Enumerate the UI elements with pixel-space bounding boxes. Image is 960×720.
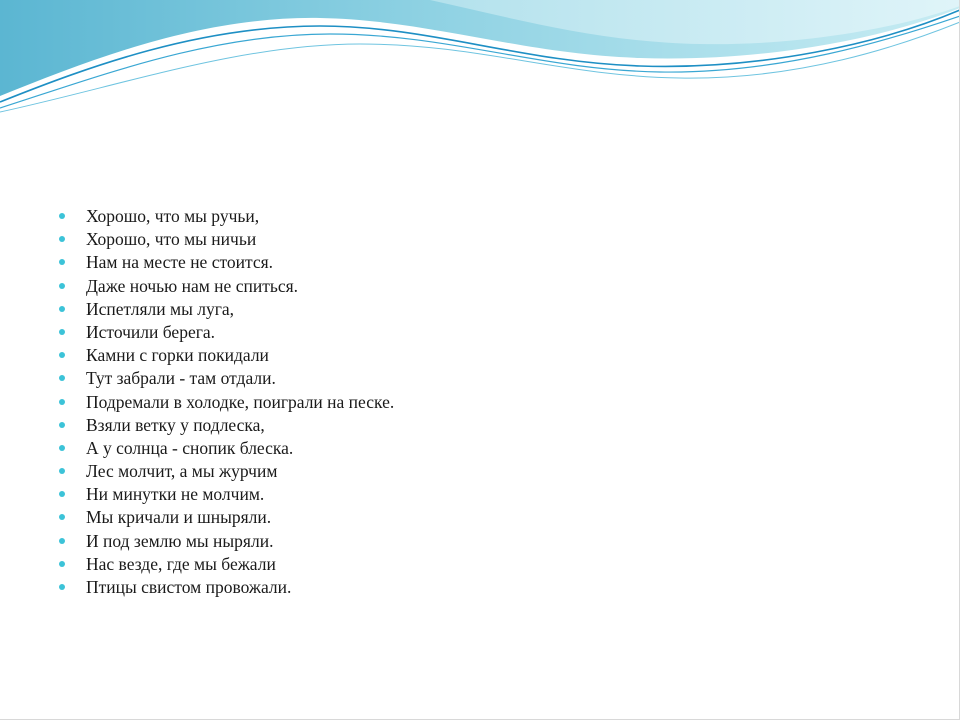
bullet-dot-icon (59, 584, 65, 590)
poem-line (58, 460, 394, 483)
bullet-dot-icon (59, 213, 65, 219)
bullet-dot-icon (59, 561, 65, 567)
poem-line-text: Подремали в холодке, поиграли на песке. (86, 391, 395, 412)
bullet-dot-icon (59, 259, 65, 265)
poem-line (58, 437, 394, 460)
poem-line (58, 414, 394, 437)
poem-line (58, 483, 394, 506)
header-wave-decoration (0, 0, 960, 120)
bullet-dot-icon (59, 236, 65, 242)
poem-line-text: Хорошо, что мы ручьи, (86, 206, 260, 226)
bullet-dot-icon (59, 445, 65, 451)
poem-line-text: Тут забрали - там отдали. (86, 368, 276, 389)
poem-line-text: Птицы свистом провожали. (86, 577, 292, 597)
bullet-dot-icon (59, 491, 65, 497)
poem-line-text: Источили берега. (86, 321, 216, 342)
bullet-dot-icon (59, 422, 65, 428)
poem-line-text: Ни минутки не молчим. (86, 484, 265, 505)
poem-line-text: А у солнца - снопик блеска. (86, 437, 294, 458)
poem-line (58, 228, 394, 251)
poem-line-text: И под землю мы ныряли. (86, 530, 274, 551)
poem-line (58, 205, 394, 228)
poem-line (58, 530, 394, 553)
poem-line-text: Нас везде, где мы бежали (86, 553, 276, 574)
bullet-dot-icon (59, 306, 65, 312)
bullet-dot-icon (59, 399, 65, 405)
bullet-dot-icon (59, 514, 65, 520)
poem-line-text: Хорошо, что мы ничьи (86, 229, 257, 250)
poem-line-text: Мы кричали и шныряли. (86, 507, 272, 528)
bullet-dot-icon (59, 375, 65, 381)
poem-line-text: Нам на месте не стоится. (86, 252, 274, 273)
poem-line (58, 391, 394, 414)
poem-line (58, 367, 394, 390)
poem-line-text: Камни с горки покидали (86, 345, 269, 366)
poem-line (58, 321, 394, 344)
poem-line (58, 576, 394, 599)
poem-line (58, 251, 394, 274)
bullet-dot-icon (59, 352, 65, 358)
poem-line-text: Взяли ветку у подлеска, (86, 414, 265, 435)
poem-line-text: Испетляли мы луга, (86, 298, 235, 319)
bullet-dot-icon (59, 283, 65, 289)
bullet-dot-icon (59, 468, 65, 474)
poem-line (58, 344, 394, 367)
bullet-dot-icon (59, 329, 65, 335)
poem-line-text: Лес молчит, а мы журчим (86, 461, 278, 482)
poem-line (58, 506, 394, 529)
bullet-dot-icon (59, 538, 65, 544)
poem-line-text: Даже ночью нам не спиться. (86, 275, 299, 296)
poem-line (58, 275, 394, 298)
poem-line (58, 298, 394, 321)
poem-bullet-list (58, 205, 394, 599)
poem-line (58, 553, 394, 576)
